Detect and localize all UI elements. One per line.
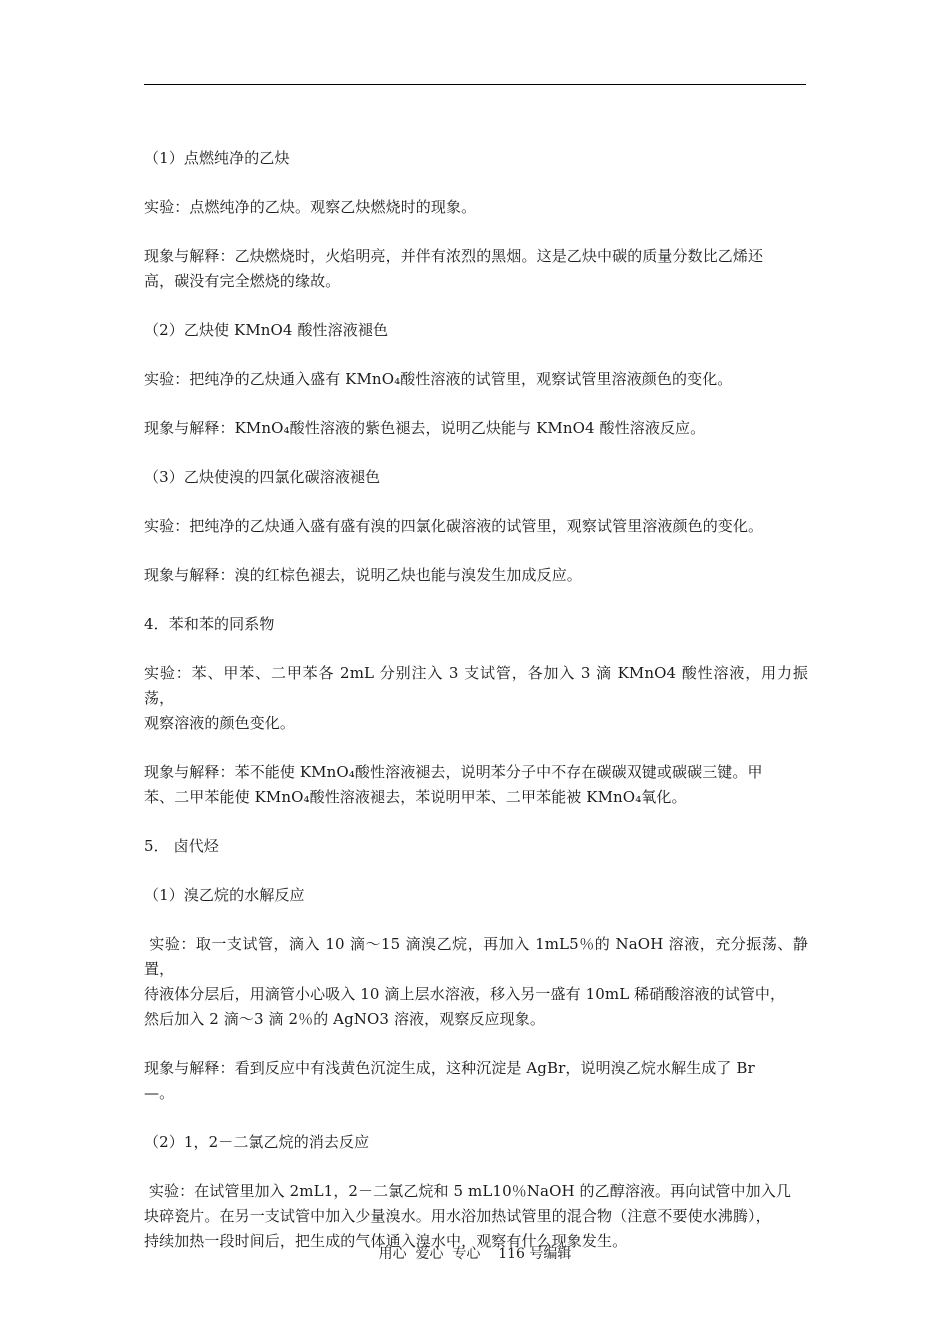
- paragraph-line: —。: [144, 1084, 175, 1102]
- paragraph: [144, 465, 808, 490]
- page-footer: 用心 爱心 专心 116 号编辑: [378, 1246, 572, 1262]
- paragraph: [144, 834, 808, 859]
- header-rule: [144, 84, 806, 85]
- paragraph: [144, 883, 808, 908]
- paragraph-line: 现象与解释：看到反应中有浅黄色沉淀生成，这种沉淀是 AgBr，说明溴乙烷水解生成了 Br: [144, 1059, 755, 1077]
- paragraph-line: 然后加入 2 滴～3 滴 2％的 AgNO3 溶液，观察反应现象。: [144, 1010, 545, 1028]
- paragraph: [144, 1056, 808, 1106]
- paragraph: [144, 612, 808, 637]
- paragraph: [144, 563, 808, 588]
- paragraph: [144, 514, 808, 539]
- paragraph-line: 5． 卤代烃: [144, 837, 219, 855]
- paragraph-line: 现象与解释：苯不能使 KMnO₄酸性溶液褪去，说明苯分子中不存在碳碳双键或碳碳三键。甲: [144, 763, 763, 781]
- paragraph-line: 实验：取一支试管，滴入 10 滴～15 滴溴乙烷，再加入 1mL5％的 NaOH 溶液，充分振荡、静置，: [144, 935, 808, 978]
- paragraph-line: 现象与解释：KMnO₄酸性溶液的紫色褪去，说明乙炔能与 KMnO4 酸性溶液反应。: [144, 419, 706, 437]
- paragraph: [144, 932, 808, 1032]
- paragraph-line: 实验：苯、甲苯、二甲苯各 2mL 分别注入 3 支试管，各加入 3 滴 KMnO4 酸性溶液，用力振荡，: [144, 664, 808, 707]
- paragraph-line: 待液体分层后，用滴管小心吸入 10 滴上层水溶液，移入另一盛有 10mL 稀硝酸溶液的试管中，: [144, 985, 786, 1003]
- paragraph-line: 实验：把纯净的乙炔通入盛有盛有溴的四氯化碳溶液的试管里，观察试管里溶液颜色的变化。: [144, 517, 764, 535]
- paragraph-line: 实验：在试管里加入 2mL1，2－二氯乙烷和 5 mL10％NaOH 的乙醇溶液。再向试管中加入几: [144, 1182, 791, 1200]
- paragraph: [144, 146, 808, 171]
- paragraph-line: 观察溶液的颜色变化。: [144, 714, 296, 732]
- paragraph-line: 实验：点燃纯净的乙炔。观察乙炔燃烧时的现象。: [144, 198, 477, 216]
- paragraph-line: 4．苯和苯的同系物: [144, 615, 275, 633]
- document-body: [144, 146, 808, 1278]
- paragraph: [144, 367, 808, 392]
- paragraph-line: 实验：把纯净的乙炔通入盛有 KMnO₄酸性溶液的试管里，观察试管里溶液颜色的变化。: [144, 370, 733, 388]
- paragraph-line: （1）溴乙烷的水解反应: [144, 886, 305, 904]
- paragraph-line: （2）1，2－二氯乙烷的消去反应: [144, 1133, 370, 1151]
- paragraph: [144, 661, 808, 736]
- paragraph: [144, 416, 808, 441]
- paragraph-line: （3）乙炔使溴的四氯化碳溶液褪色: [144, 468, 381, 486]
- paragraph-line: （2）乙炔使 KMnO4 酸性溶液褪色: [144, 321, 389, 339]
- paragraph: [144, 244, 808, 294]
- paragraph: [144, 195, 808, 220]
- paragraph: [144, 318, 808, 343]
- paragraph: [144, 1130, 808, 1155]
- paragraph: [144, 760, 808, 810]
- paragraph-line: 块碎瓷片。在另一支试管中加入少量溴水。用水浴加热试管里的混合物（注意不要使水沸腾），: [144, 1207, 771, 1225]
- paragraph-line: （1）点燃纯净的乙炔: [144, 149, 290, 167]
- paragraph-line: 现象与解释：乙炔燃烧时，火焰明亮，并伴有浓烈的黑烟。这是乙炔中碳的质量分数比乙烯还: [144, 247, 764, 265]
- paragraph: [144, 1179, 808, 1254]
- paragraph-line: 现象与解释：溴的红棕色褪去，说明乙炔也能与溴发生加成反应。: [144, 566, 582, 584]
- paragraph-line: 持续加热一段时间后，把生成的气体通入溴水中，观察有什么现象发生。: [144, 1232, 628, 1250]
- paragraph-line: 苯、二甲苯能使 KMnO₄酸性溶液褪去，苯说明甲苯、二甲苯能被 KMnO₄氧化。: [144, 788, 687, 806]
- paragraph-line: 高，碳没有完全燃烧的缘故。: [144, 272, 341, 290]
